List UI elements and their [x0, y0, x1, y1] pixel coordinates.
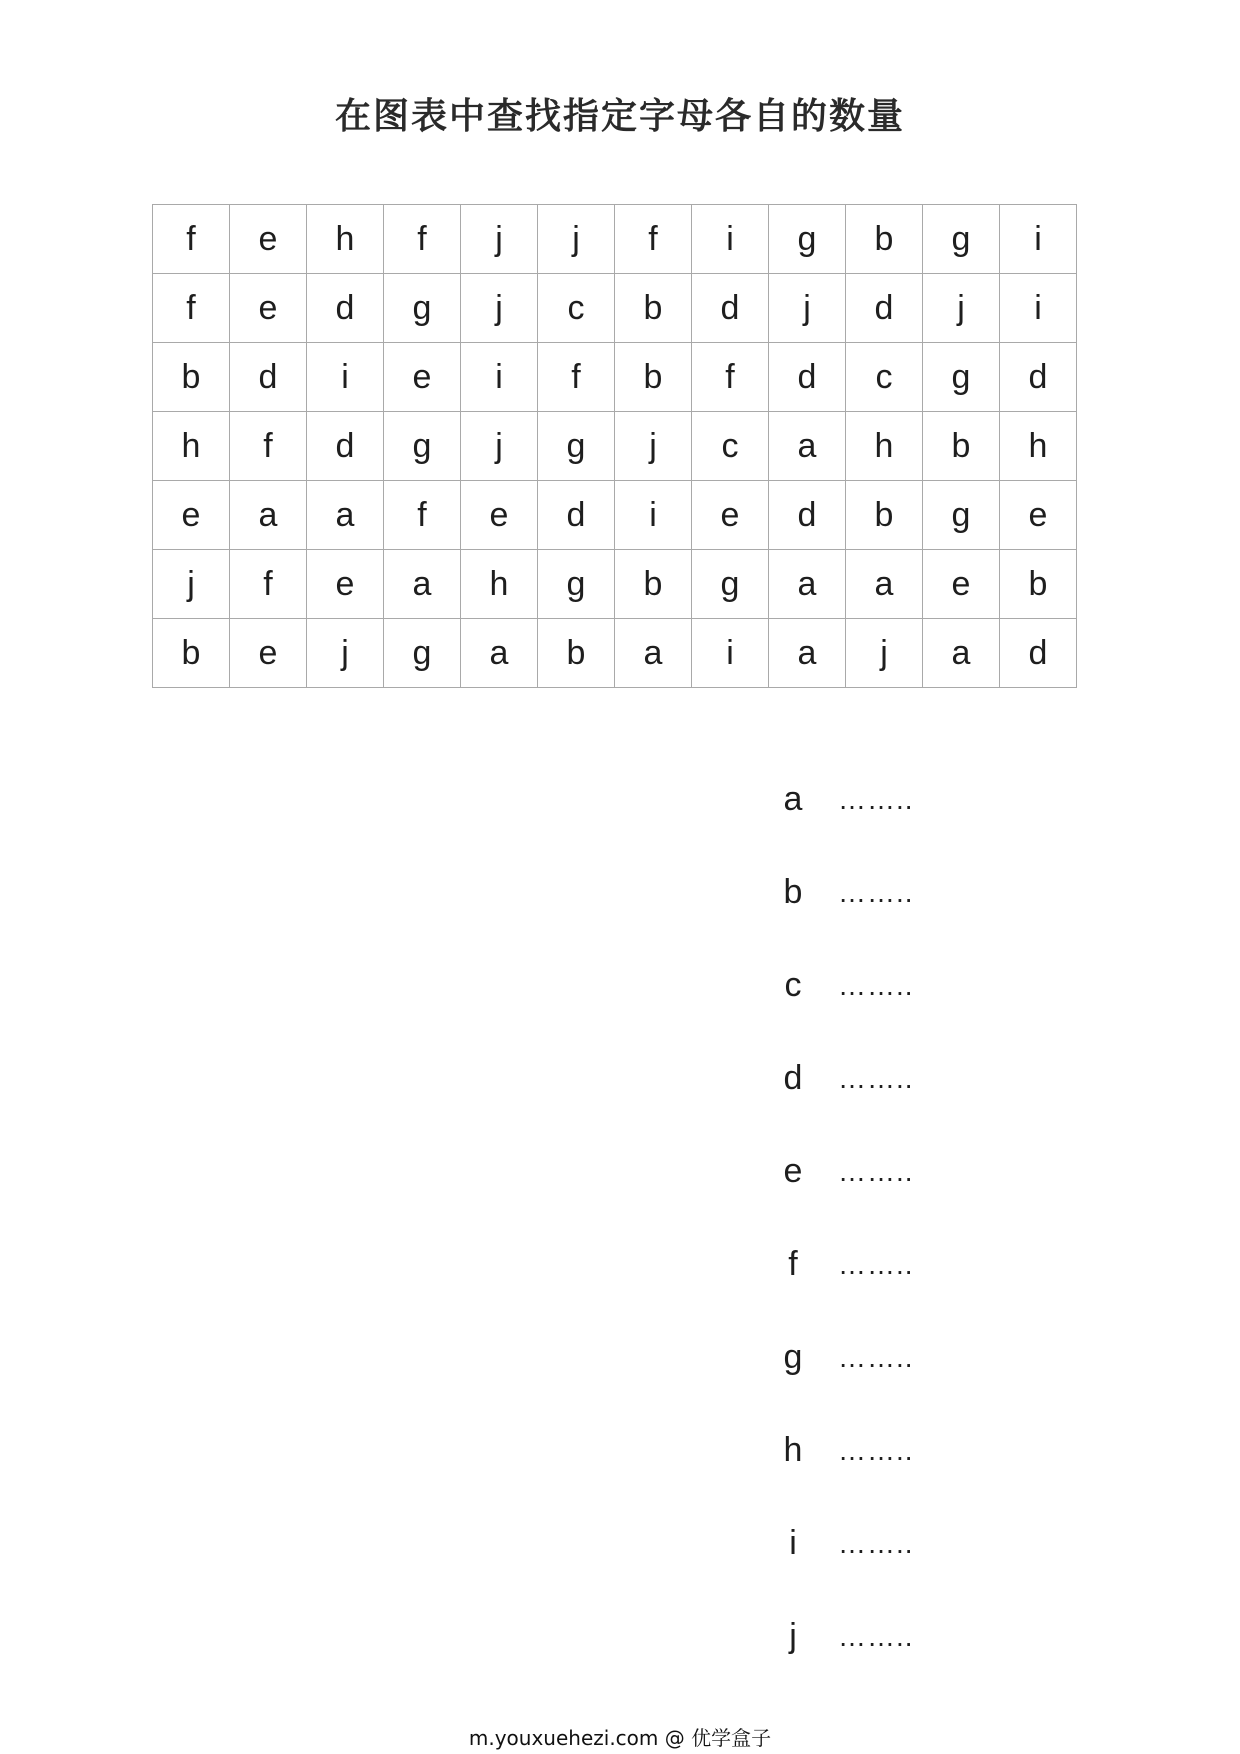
grid-cell: e: [692, 481, 769, 550]
grid-cell: h: [153, 412, 230, 481]
grid-cell: i: [692, 205, 769, 274]
grid-cell: j: [153, 550, 230, 619]
grid-cell: d: [769, 481, 846, 550]
answer-blank[interactable]: ……..: [838, 1249, 914, 1280]
grid-cell: g: [923, 205, 1000, 274]
grid-cell: a: [769, 412, 846, 481]
grid-cell: b: [153, 619, 230, 688]
grid-cell: g: [384, 412, 461, 481]
grid-cell: a: [769, 550, 846, 619]
grid-cell: d: [538, 481, 615, 550]
answer-letter: e: [783, 1152, 803, 1190]
grid-cell: j: [846, 619, 923, 688]
grid-cell: h: [1000, 412, 1077, 481]
grid-cell: b: [615, 550, 692, 619]
grid-cell: e: [230, 205, 307, 274]
grid-cell: d: [846, 274, 923, 343]
grid-row: [153, 343, 1077, 412]
grid-cell: j: [538, 205, 615, 274]
answer-letter: i: [789, 1524, 797, 1562]
grid-cell: f: [384, 205, 461, 274]
grid-cell: b: [923, 412, 1000, 481]
answer-blank[interactable]: ……..: [838, 1621, 914, 1652]
grid-cell: d: [307, 412, 384, 481]
grid-cell: b: [538, 619, 615, 688]
answer-blank[interactable]: ……..: [838, 784, 914, 815]
grid-cell: g: [384, 619, 461, 688]
letter-grid: [152, 204, 1077, 688]
grid-cell: j: [461, 412, 538, 481]
grid-cell: e: [1000, 481, 1077, 550]
grid-cell: j: [461, 205, 538, 274]
answer-list: [778, 780, 914, 1710]
grid-cell: c: [692, 412, 769, 481]
answer-row: [778, 966, 914, 1059]
answer-row: [778, 1524, 914, 1617]
grid-cell: d: [230, 343, 307, 412]
grid-cell: j: [615, 412, 692, 481]
grid-cell: i: [615, 481, 692, 550]
grid-cell: g: [923, 343, 1000, 412]
grid-cell: j: [769, 274, 846, 343]
grid-row: [153, 619, 1077, 688]
grid-cell: g: [538, 550, 615, 619]
grid-cell: f: [230, 412, 307, 481]
page-title: 在图表中查找指定字母各自的数量: [334, 96, 905, 137]
answer-blank[interactable]: ……..: [838, 1435, 914, 1466]
grid-cell: i: [1000, 205, 1077, 274]
answer-blank[interactable]: ……..: [838, 970, 914, 1001]
grid-cell: b: [615, 274, 692, 343]
grid-cell: g: [769, 205, 846, 274]
grid-cell: h: [846, 412, 923, 481]
grid-cell: f: [153, 205, 230, 274]
answer-letter: d: [783, 1059, 803, 1097]
grid-cell: i: [1000, 274, 1077, 343]
grid-cell: b: [1000, 550, 1077, 619]
grid-cell: d: [1000, 619, 1077, 688]
answer-letter: a: [783, 780, 803, 818]
grid-row: [153, 205, 1077, 274]
grid-cell: a: [461, 619, 538, 688]
grid-cell: j: [923, 274, 1000, 343]
grid-cell: e: [923, 550, 1000, 619]
grid-cell: a: [384, 550, 461, 619]
grid-cell: b: [153, 343, 230, 412]
answer-row: [778, 1431, 914, 1524]
grid-cell: j: [307, 619, 384, 688]
grid-cell: g: [692, 550, 769, 619]
answer-letter: b: [783, 873, 803, 911]
answer-row: [778, 780, 914, 873]
grid-cell: f: [153, 274, 230, 343]
grid-cell: g: [923, 481, 1000, 550]
grid-cell: i: [692, 619, 769, 688]
grid-cell: b: [615, 343, 692, 412]
answer-letter: f: [788, 1245, 798, 1283]
grid-cell: g: [384, 274, 461, 343]
grid-cell: a: [846, 550, 923, 619]
answer-letter: g: [783, 1338, 803, 1376]
answer-blank[interactable]: ……..: [838, 877, 914, 908]
grid-cell: c: [846, 343, 923, 412]
grid-cell: e: [461, 481, 538, 550]
answer-row: [778, 1338, 914, 1431]
grid-cell: h: [307, 205, 384, 274]
grid-cell: g: [538, 412, 615, 481]
grid-cell: f: [615, 205, 692, 274]
grid-cell: e: [307, 550, 384, 619]
grid-row: [153, 550, 1077, 619]
grid-cell: i: [307, 343, 384, 412]
grid-cell: b: [846, 205, 923, 274]
grid-cell: j: [461, 274, 538, 343]
letter-grid-body: [153, 205, 1077, 688]
grid-cell: e: [384, 343, 461, 412]
grid-cell: f: [384, 481, 461, 550]
grid-cell: d: [692, 274, 769, 343]
answer-blank[interactable]: ……..: [838, 1528, 914, 1559]
answer-row: [778, 1245, 914, 1338]
grid-cell: a: [230, 481, 307, 550]
footer-credit: m.youxuehezi.com @ 优学盒子: [468, 1726, 772, 1750]
grid-cell: a: [307, 481, 384, 550]
grid-cell: d: [1000, 343, 1077, 412]
answer-row: [778, 1617, 914, 1710]
grid-cell: d: [307, 274, 384, 343]
answer-blank[interactable]: ……..: [838, 1342, 914, 1373]
grid-cell: a: [769, 619, 846, 688]
grid-cell: d: [769, 343, 846, 412]
answer-letter: h: [783, 1431, 803, 1469]
grid-cell: e: [153, 481, 230, 550]
grid-cell: f: [230, 550, 307, 619]
answer-blank[interactable]: ……..: [838, 1156, 914, 1187]
answer-row: [778, 1059, 914, 1152]
grid-cell: f: [692, 343, 769, 412]
grid-row: [153, 481, 1077, 550]
grid-cell: c: [538, 274, 615, 343]
answer-row: [778, 873, 914, 966]
grid-cell: a: [923, 619, 1000, 688]
grid-row: [153, 412, 1077, 481]
grid-cell: h: [461, 550, 538, 619]
grid-cell: f: [538, 343, 615, 412]
grid-cell: b: [846, 481, 923, 550]
answer-letter: c: [784, 966, 802, 1004]
answer-letter: j: [789, 1617, 797, 1655]
grid-cell: e: [230, 274, 307, 343]
answer-row: [778, 1152, 914, 1245]
grid-row: [153, 274, 1077, 343]
grid-cell: i: [461, 343, 538, 412]
grid-cell: e: [230, 619, 307, 688]
grid-cell: a: [615, 619, 692, 688]
answer-blank[interactable]: ……..: [838, 1063, 914, 1094]
